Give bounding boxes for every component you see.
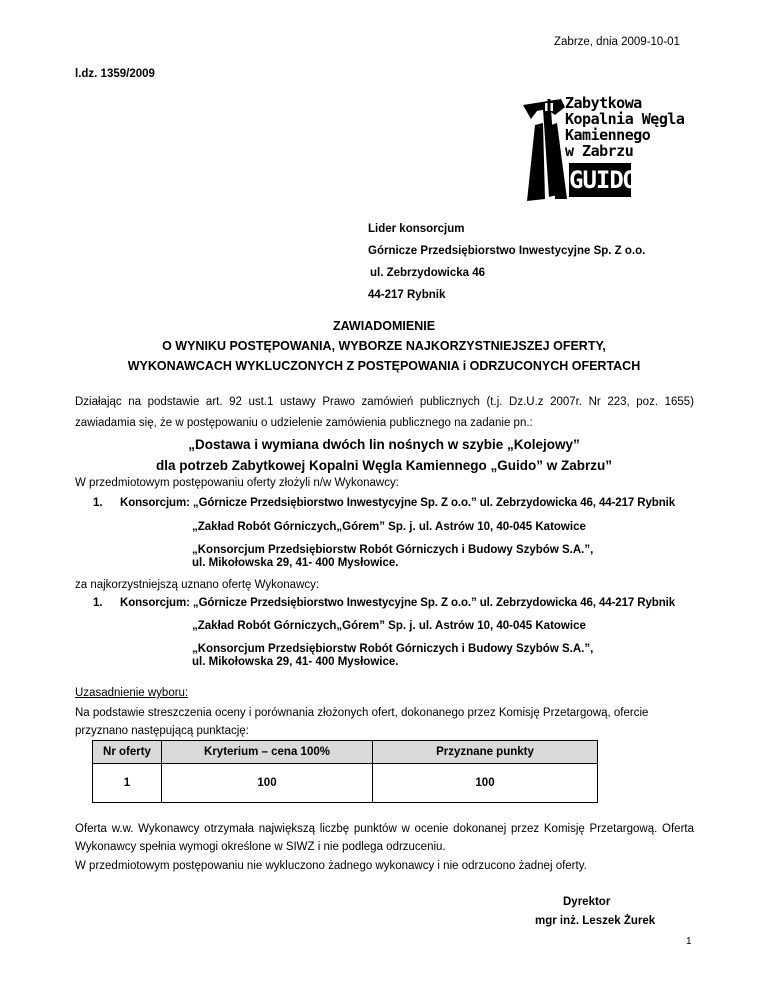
logo-guido-badge: GUIDO: [569, 163, 631, 197]
justification-line-2: przyznano następującą punktację:: [75, 725, 249, 737]
offers-line-3: „Konsorcjum Przedsiębiorstw Robót Górniczych i Budowy Szybów S.A.”,: [192, 544, 594, 556]
best-line-1: Konsorcjum: „Górnicze Przedsiębiorstwo Inwestycyjne Sp. Z o.o.” ul. Zebrzydowicka 46, 44-217 Rybnik: [120, 597, 676, 609]
signature-title: Dyrektor: [563, 896, 611, 908]
recipient-role: Lider konsorcjum: [368, 223, 465, 235]
logo-line-3: Kamiennego: [565, 126, 651, 144]
conclusion-line-3: W przedmiotowym postępowaniu nie wykluczono żadnego wykonawcy i nie odrzucono żadnej oferty.: [75, 860, 587, 872]
offers-intro: W przedmiotowym postępowaniu oferty złożyli n/w Wykonawcy:: [75, 477, 399, 489]
score-cell-criterion: 100: [162, 764, 373, 803]
signature-name: mgr inż. Leszek Żurek: [535, 915, 656, 927]
score-header-offer-no: Nr oferty: [93, 741, 162, 764]
intro-line-1: Działając na podstawie art. 92 ust.1 ustawy Prawo zamówień publicznych (t.j. Dz.U.z 2007r. Nr 223, poz. 1655): [75, 396, 694, 408]
logo-line-4: w Zabrzu: [565, 142, 634, 160]
offers-item-number: 1.: [93, 497, 103, 509]
score-table: [92, 740, 598, 803]
subject-line-2: dla potrzeb Zabytkowej Kopalni Węgla Kamiennego „Guido” w Zabrzu”: [155, 458, 613, 473]
score-table-header-row: [93, 741, 598, 764]
score-header-criterion: Kryterium – cena 100%: [162, 741, 373, 764]
recipient-company: Górnicze Przedsiębiorstwo Inwestycyjne Sp. Z o.o.: [368, 245, 646, 257]
best-item-number: 1.: [93, 597, 103, 609]
recipient-city: 44-217 Rybnik: [368, 289, 446, 301]
document-subtitle-2: WYKONAWCACH WYKLUCZONYCH Z POSTĘPOWANIA i ODRZUCONYCH OFERTACH: [127, 359, 641, 373]
logo-line-2: Kopalnia Węgla: [565, 110, 685, 128]
subject-line-1: „Dostawa i wymiana dwóch lin nośnych w szybie „Kolejowy”: [188, 437, 580, 452]
logo-line-1: Zabytkowa: [565, 94, 642, 112]
offers-line-4: ul. Mikołowska 29, 41- 400 Mysłowice.: [192, 557, 399, 569]
score-header-points: Przyznane punkty: [373, 741, 598, 764]
score-cell-points: 100: [373, 764, 598, 803]
justification-line-1: Na podstawie streszczenia oceny i porównania złożonych ofert, dokonanego przez Komisję Przetargową, ofercie: [75, 707, 649, 719]
reference-number: l.dz. 1359/2009: [75, 68, 155, 80]
offers-line-2: „Zakład Robót Górniczych„Górem” Sp. j. ul. Astrów 10, 40-045 Katowice: [192, 521, 586, 533]
best-line-2: „Zakład Robót Górniczych„Górem” Sp. j. ul. Astrów 10, 40-045 Katowice: [192, 620, 586, 632]
offers-line-1: Konsorcjum: „Górnicze Przedsiębiorstwo Inwestycyjne Sp. Z o.o.” ul. Zebrzydowicka 46, 44-217 Rybnik: [120, 497, 676, 509]
conclusion-line-2: Wykonawcy spełnia wymogi określone w SIWZ i nie podlega odrzuceniu.: [75, 841, 446, 853]
page-number: 1: [686, 936, 692, 947]
museum-logo: [517, 95, 687, 205]
place-date: Zabrze, dnia 2009-10-01: [554, 36, 680, 48]
intro-line-2: zawiadamia się, że w postępowaniu o udzielenie zamówienia publicznego na zadanie pn.:: [75, 417, 533, 429]
table-row: [93, 764, 598, 803]
document-title: ZAWIADOMIENIE: [332, 319, 436, 333]
document-subtitle-1: O WYNIKU POSTĘPOWANIA, WYBORZE NAJKORZYSTNIEJSZEJ OFERTY,: [162, 339, 606, 353]
conclusion-line-1: Oferta w.w. Wykonawcy otrzymała największą liczbę punktów w ocenie dokonanej przez Komisję Przetargową. Oferta: [75, 823, 694, 835]
score-cell-offer-no: 1: [93, 764, 162, 803]
justification-heading: Uzasadnienie wyboru:: [75, 687, 189, 699]
best-line-3: „Konsorcjum Przedsiębiorstw Robót Górniczych i Budowy Szybów S.A.”,: [192, 643, 594, 655]
best-line-4: ul. Mikołowska 29, 41- 400 Mysłowice.: [192, 656, 399, 668]
recipient-street: ul. Zebrzydowicka 46: [370, 267, 486, 279]
best-intro: za najkorzystniejszą uznano ofertę Wykonawcy:: [75, 579, 320, 591]
